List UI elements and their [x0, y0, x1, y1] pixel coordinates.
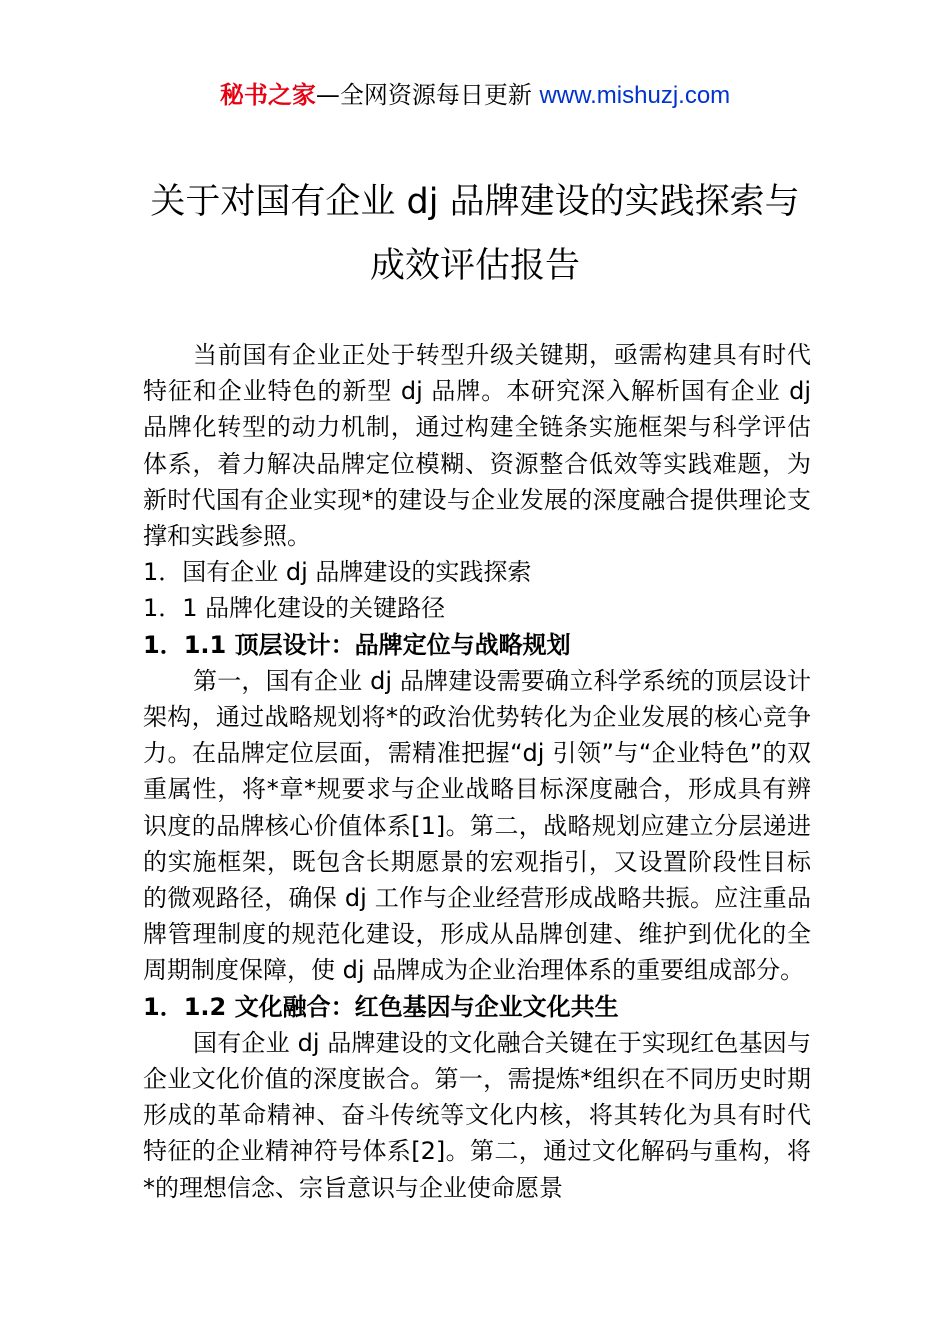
- title-line-1: 关于对国有企业 dj 品牌建设的实践探索与: [150, 182, 800, 222]
- subsubsection-heading-1-1-2: 1．1.2 文化融合：红色基因与企业文化共生: [143, 992, 619, 1021]
- subsection-heading-1-1: 1．1 品牌化建设的关键路径: [143, 594, 446, 623]
- site-name: 秘书之家: [219, 81, 316, 109]
- document-body: [143, 337, 811, 1206]
- body-paragraph: 国有企业 dj 品牌建设的文化融合关键在于实现红色基因与企业文化价值的深度嵌合。第一，需提炼*组织在不同历史时期形成的革命精神、奋斗传统等文化内核，将其转化为具有时代特征的企业精神符号体系[2]。第二，通过文化解码与重构，将*的理想信念、宗旨意识与企业使命愿景: [143, 1028, 811, 1202]
- site-tagline: —全网资源每日更新: [315, 81, 540, 109]
- site-header: [0, 78, 950, 113]
- intro-paragraph: 当前国有企业正处于转型升级关键期，亟需构建具有时代特征和企业特色的新型 dj 品牌。本研究深入解析国有企业 dj 品牌化转型的动力机制，通过构建全链条实施框架与科学评估体系，着力解决品牌定位模糊、资源整合低效等实践难题，为新时代国有企业实现*的建设与企业发展的深度融合提供理论支撑和实践参照。: [143, 341, 811, 551]
- site-url-link[interactable]: www.mishuzj.com: [539, 82, 731, 109]
- section-heading-1: 1．国有企业 dj 品牌建设的实践探索: [143, 558, 532, 587]
- subsubsection-heading-1-1-1: 1．1.1 顶层设计：品牌定位与战略规划: [143, 630, 571, 659]
- body-paragraph: 第一，国有企业 dj 品牌建设需要确立科学系统的顶层设计架构，通过战略规划将*的政治优势转化为企业发展的核心竞争力。在品牌定位层面，需精准把握“dj 引领”与“企业特色”的双重属性，将*章*规要求与企业战略目标深度融合，形成具有辨识度的品牌核心价值体系[1]。第二，战略规划应建立分层递进的实施框架，既包含长期愿景的宏观指引，又设置阶段性目标的微观路径，确保 dj 工作与企业经营形成战略共振。应注重品牌管理制度的规范化建设，形成从品牌创建、维护到优化的全周期制度保障，使 dj 品牌成为企业治理体系的重要组成部分。: [143, 666, 811, 985]
- title-line-2: 成效评估报告: [369, 246, 580, 286]
- document-title: [120, 170, 830, 298]
